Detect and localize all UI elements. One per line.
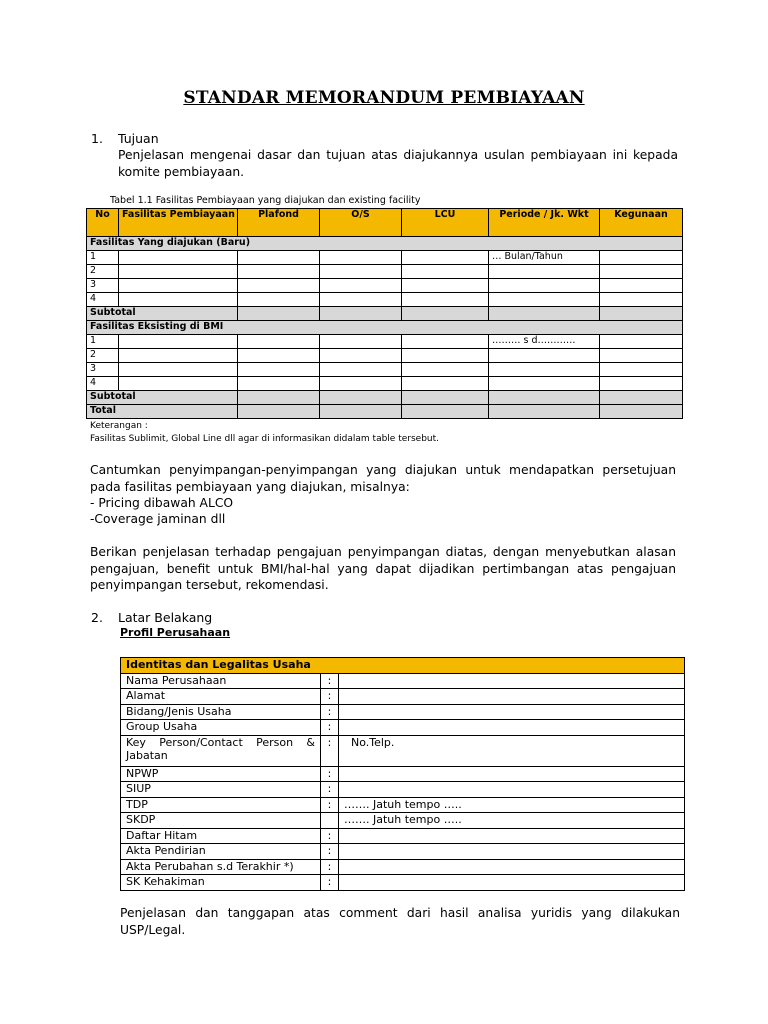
col-header: Fasilitas Pembiayaan — [119, 209, 238, 237]
company-profile-table — [120, 657, 685, 891]
field-value: ……. Jatuh tempo ….. — [339, 797, 685, 813]
group-label: Fasilitas Yang diajukan (Baru) — [87, 237, 683, 251]
row-number: 4 — [87, 293, 119, 307]
group-row — [87, 321, 683, 335]
col-header: O/S — [320, 209, 402, 237]
table-row: Daftar Hitam : — [121, 828, 685, 844]
table-row — [87, 349, 683, 363]
field-label: Bidang/Jenis Usaha — [121, 704, 321, 720]
table-row — [87, 251, 683, 265]
table-row: Key Person/Contact Person & Jabatan : No.Telp. — [121, 735, 685, 766]
section-2-subheading: Profil Perusahaan — [120, 626, 231, 639]
row-number: 2 — [87, 349, 119, 363]
field-label: Nama Perusahaan — [121, 673, 321, 689]
facility-table — [86, 208, 683, 419]
deviation-text: Cantumkan penyimpangan-penyimpangan yang diajukan untuk mendapatkan persetujuan pada fasilitas pembiayaan yang diajukan, misalnya: — [90, 463, 676, 494]
deviation-item: - Pricing dibawah ALCO — [90, 496, 234, 510]
field-label: Akta Pendirian — [121, 844, 321, 860]
col-header: LCU — [402, 209, 489, 237]
row-number: 4 — [87, 377, 119, 391]
section-1-heading: Tujuan — [118, 131, 159, 146]
table-row — [87, 265, 683, 279]
field-label: Group Usaha — [121, 720, 321, 736]
table-row — [87, 279, 683, 293]
field-value: ……. Jatuh tempo ….. — [339, 813, 685, 829]
explanation-text: Berikan penjelasan terhadap pengajuan penyimpangan diatas, dengan menyebutkan alasan pengajuan, benefit untuk BMI/hal-hal yang dapat dijadikan pertimbangan atas pengajuan penyimpangan tersebut, rekomendasi. — [90, 545, 676, 592]
row-number: 1 — [87, 335, 119, 349]
field-value — [339, 720, 685, 736]
section-2-number: 2. — [91, 610, 103, 625]
section-1-number: 1. — [91, 131, 103, 146]
table-row — [87, 293, 683, 307]
table-row — [87, 377, 683, 391]
section-2-heading: Latar Belakang — [118, 610, 213, 625]
table-row: Group Usaha : — [121, 720, 685, 736]
table-row — [121, 813, 685, 829]
total-label: Total — [87, 405, 238, 419]
table-row — [87, 363, 683, 377]
table-row: Akta Pendirian : — [121, 844, 685, 860]
col-header: Plafond — [238, 209, 320, 237]
table-row: SIUP : — [121, 782, 685, 798]
field-value — [339, 689, 685, 705]
field-label: SKDP — [121, 813, 321, 829]
table-row: TDP : ……. Jatuh tempo ….. — [121, 797, 685, 813]
table-header: Identitas dan Legalitas Usaha — [121, 658, 685, 674]
subtotal-row — [87, 307, 683, 321]
document-title: STANDAR MEMORANDUM PEMBIAYAAN — [183, 88, 585, 108]
field-value — [339, 782, 685, 798]
total-row — [87, 405, 683, 419]
field-value — [339, 859, 685, 875]
row-number: 3 — [87, 363, 119, 377]
notes-text: Fasilitas Sublimit, Global Line dll agar di informasikan didalam table tersebut. — [90, 434, 440, 444]
notes-label: Keterangan : — [90, 421, 148, 431]
period-cell: ……… s d………… — [489, 335, 600, 349]
col-header: No — [87, 209, 119, 237]
row-number: 2 — [87, 265, 119, 279]
section-1-text: Penjelasan mengenai dasar dan tujuan atas diajukannya usulan pembiayaan ini kepada komite pembiayaan. — [118, 148, 678, 179]
field-label: NPWP — [121, 766, 321, 782]
table-header-row — [87, 209, 683, 237]
group-label: Fasilitas Eksisting di BMI — [87, 321, 683, 335]
table-row: SK Kehakiman : — [121, 875, 685, 891]
table-1-caption: Tabel 1.1 Fasilitas Pembiayaan yang diajukan dan existing facility — [110, 195, 421, 206]
field-value — [339, 704, 685, 720]
subtotal-row — [87, 391, 683, 405]
field-label: SIUP — [121, 782, 321, 798]
field-value — [339, 766, 685, 782]
field-label: TDP — [121, 797, 321, 813]
table-row: Bidang/Jenis Usaha : — [121, 704, 685, 720]
deviation-item: -Coverage jaminan dll — [90, 512, 226, 526]
footer-text: Penjelasan dan tanggapan atas comment dari hasil analisa yuridis yang dilakukan USP/Legal. — [120, 906, 680, 937]
row-number: 3 — [87, 279, 119, 293]
subtotal-label: Subtotal — [87, 391, 238, 405]
col-header: Kegunaan — [600, 209, 683, 237]
table-row: Alamat : — [121, 689, 685, 705]
field-label: SK Kehakiman — [121, 875, 321, 891]
field-value — [339, 844, 685, 860]
table-header-row — [121, 658, 685, 674]
period-cell: … Bulan/Tahun — [489, 251, 600, 265]
col-header: Periode / Jk. Wkt — [489, 209, 600, 237]
field-label: Key Person/Contact Person & Jabatan — [121, 735, 321, 766]
field-label: Akta Perubahan s.d Terakhir *) — [121, 859, 321, 875]
table-row — [87, 335, 683, 349]
field-value — [339, 673, 685, 689]
field-value: No.Telp. — [339, 735, 685, 766]
field-value — [339, 875, 685, 891]
group-row — [87, 237, 683, 251]
table-row: NPWP : — [121, 766, 685, 782]
field-label: Alamat — [121, 689, 321, 705]
field-value — [339, 828, 685, 844]
row-number: 1 — [87, 251, 119, 265]
table-row: Akta Perubahan s.d Terakhir *) : — [121, 859, 685, 875]
subtotal-label: Subtotal — [87, 307, 238, 321]
field-label: Daftar Hitam — [121, 828, 321, 844]
table-row: Nama Perusahaan : — [121, 673, 685, 689]
